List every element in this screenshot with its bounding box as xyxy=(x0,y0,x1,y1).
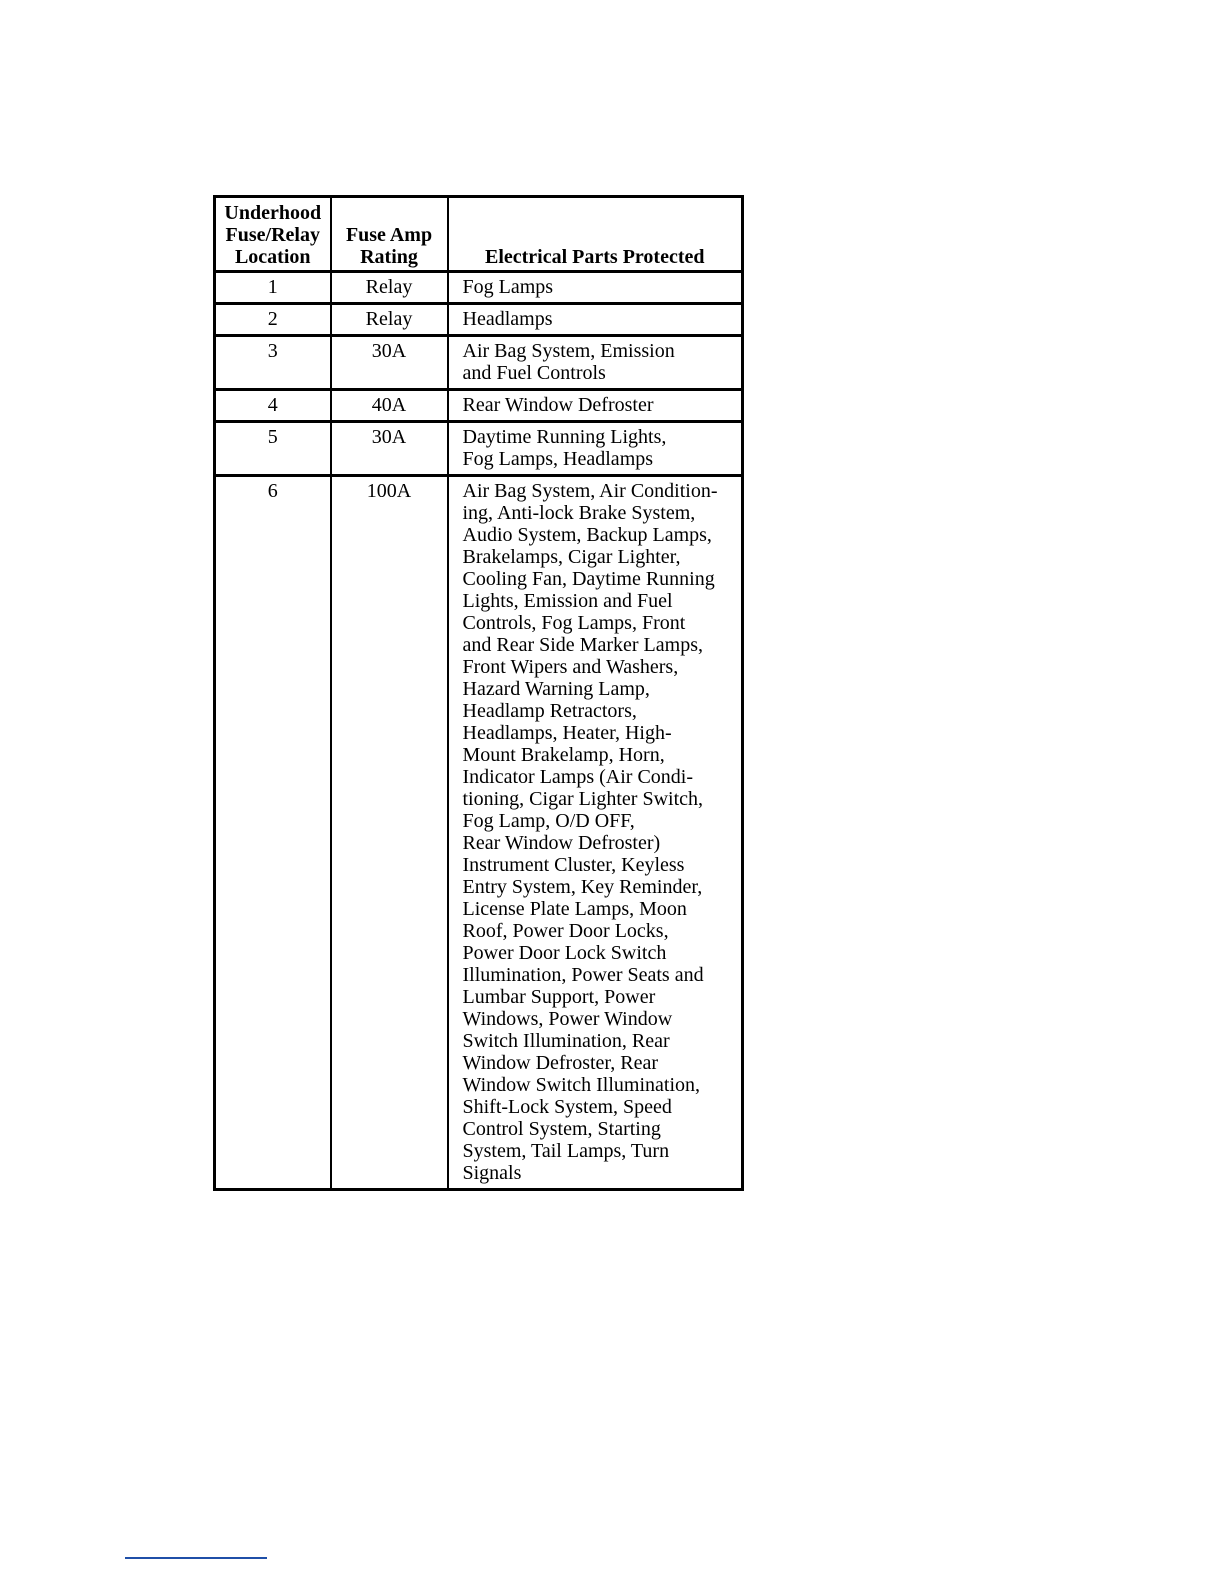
parts-line: License Plate Lamps, Moon xyxy=(462,898,687,920)
parts-line: Indicator Lamps (Air Condi- xyxy=(462,766,693,788)
parts-line: Daytime Running Lights, xyxy=(462,426,667,448)
parts-line: Fog Lamps, Headlamps xyxy=(462,448,654,470)
parts-line: Lights, Emission and Fuel xyxy=(462,590,673,612)
header-location-line: Fuse/Relay xyxy=(225,224,320,246)
cell-location: 6 xyxy=(215,476,331,1190)
header-location xyxy=(215,197,331,272)
parts-line: Roof, Power Door Locks, xyxy=(462,920,669,942)
parts-line: Switch Illumination, Rear xyxy=(462,1030,670,1052)
cell-rating: 100A xyxy=(331,476,448,1190)
parts-line: Audio System, Backup Lamps, xyxy=(462,524,712,546)
parts-line: Lumbar Support, Power xyxy=(462,986,656,1008)
cell-rating: 30A xyxy=(331,336,448,390)
parts-line: Brakelamps, Cigar Lighter, xyxy=(462,546,681,568)
cell-rating: 30A xyxy=(331,422,448,476)
footnote-rule xyxy=(125,1557,267,1559)
parts-line: Fog Lamps xyxy=(462,276,554,298)
parts-line: Window Switch Illumination, xyxy=(462,1074,701,1096)
parts-line: Fog Lamp, O/D OFF, xyxy=(462,810,635,832)
header-location-line: Location xyxy=(234,246,311,268)
parts-line: ing, Anti-lock Brake System, xyxy=(462,502,696,524)
parts-line: Window Defroster, Rear xyxy=(462,1052,659,1074)
cell-rating: 40A xyxy=(331,390,448,422)
cell-parts xyxy=(448,304,743,336)
parts-line: and Rear Side Marker Lamps, xyxy=(462,634,703,656)
parts-line: Windows, Power Window xyxy=(462,1008,673,1030)
table-row xyxy=(215,476,743,1190)
cell-parts xyxy=(448,272,743,304)
header-rating xyxy=(331,197,448,272)
parts-line: Hazard Warning Lamp, xyxy=(462,678,650,700)
cell-location: 5 xyxy=(215,422,331,476)
cell-location: 2 xyxy=(215,304,331,336)
table-row xyxy=(215,390,743,422)
parts-line: Shift-Lock System, Speed xyxy=(462,1096,672,1118)
table-body xyxy=(215,272,743,1190)
parts-line: System, Tail Lamps, Turn xyxy=(462,1140,670,1162)
parts-line: Rear Window Defroster xyxy=(462,394,654,416)
cell-location: 4 xyxy=(215,390,331,422)
parts-line: Mount Brakelamp, Horn, xyxy=(462,744,665,766)
table-row xyxy=(215,336,743,390)
cell-parts xyxy=(448,336,743,390)
parts-line: and Fuel Controls xyxy=(462,362,606,384)
table-header-row xyxy=(215,197,743,272)
cell-location: 1 xyxy=(215,272,331,304)
header-location-line: Underhood xyxy=(224,202,322,224)
cell-parts xyxy=(448,476,743,1190)
cell-parts xyxy=(448,390,743,422)
parts-line: Headlamps xyxy=(462,308,553,330)
parts-line: Front Wipers and Washers, xyxy=(462,656,679,678)
table-row xyxy=(215,304,743,336)
parts-line: tioning, Cigar Lighter Switch, xyxy=(462,788,704,810)
cell-parts xyxy=(448,422,743,476)
header-rating-line: Fuse Amp xyxy=(345,224,433,246)
cell-rating: Relay xyxy=(331,272,448,304)
parts-line: Air Bag System, Air Condition- xyxy=(462,480,718,502)
parts-line: Entry System, Key Reminder, xyxy=(462,876,703,898)
parts-line: Power Door Lock Switch xyxy=(462,942,667,964)
fuse-relay-table xyxy=(213,195,744,1191)
parts-line: Air Bag System, Emission xyxy=(462,340,675,362)
parts-line: Cooling Fan, Daytime Running xyxy=(462,568,715,590)
parts-line: Illumination, Power Seats and xyxy=(462,964,704,986)
parts-line: Control System, Starting xyxy=(462,1118,661,1140)
parts-line: Controls, Fog Lamps, Front xyxy=(462,612,686,634)
parts-line: Rear Window Defroster) xyxy=(462,832,661,854)
table-row xyxy=(215,422,743,476)
parts-line: Instrument Cluster, Keyless xyxy=(462,854,685,876)
table-row xyxy=(215,272,743,304)
parts-line: Headlamp Retractors, xyxy=(462,700,637,722)
header-parts-line: Electrical Parts Protected xyxy=(484,246,705,268)
cell-rating: Relay xyxy=(331,304,448,336)
parts-line: Signals xyxy=(462,1162,522,1184)
cell-location: 3 xyxy=(215,336,331,390)
header-rating-line: Rating xyxy=(360,246,418,268)
parts-line: Headlamps, Heater, High- xyxy=(462,722,672,744)
header-parts xyxy=(448,197,743,272)
